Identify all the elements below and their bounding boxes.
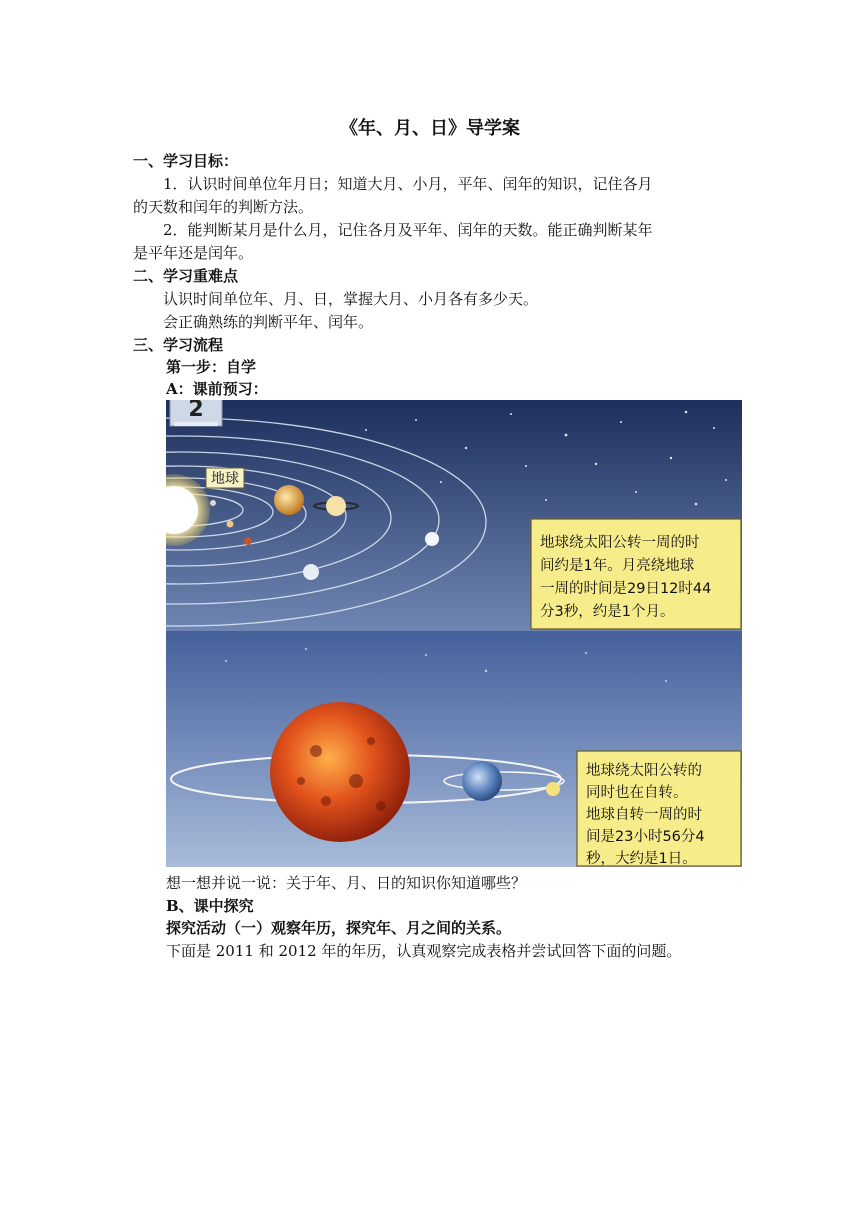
step1-heading: 第一步：自学 bbox=[166, 358, 257, 376]
focus-line1: 认识时间单位年、月、日，掌握大月、小月各有多少天。 bbox=[163, 290, 539, 308]
solar-system-illustration bbox=[166, 400, 742, 631]
think-prompt: 想一想并说一说：关于年、月、日的知识你知道哪些？ bbox=[166, 874, 527, 892]
section3-heading: 三、学习流程 bbox=[133, 336, 224, 354]
section2-heading: 二、学习重难点 bbox=[133, 267, 239, 285]
earth-label: 地球 bbox=[211, 471, 239, 487]
goal-1-line1: 1．认识时间单位年月日；知道大月、小月，平年、闰年的知识，记住各月 bbox=[163, 175, 653, 193]
earth-orbit-illustration bbox=[166, 631, 742, 867]
info-line: 地球绕太阳公转一周的时 bbox=[540, 535, 700, 551]
info-line: 分3秒，约是1个月。 bbox=[540, 604, 675, 620]
goal-1-line2: 的天数和闰年的判断方法。 bbox=[133, 198, 314, 216]
info-line: 一周的时间是29日12时44 bbox=[540, 581, 712, 597]
info-line: 秒，大约是1日。 bbox=[586, 851, 697, 867]
lesson-number-badge: 2 bbox=[188, 400, 204, 422]
part-b-heading: B、课中探究 bbox=[166, 897, 254, 915]
section1-heading: 一、学习目标： bbox=[133, 152, 239, 170]
info-line: 间是23小时56分4 bbox=[586, 829, 705, 845]
goal-2-line1: 2．能判断某月是什么月，记住各月及平年、闰年的天数。能正确判断某年 bbox=[163, 221, 653, 239]
page-title: 《年、月、日》导学案 bbox=[340, 118, 520, 139]
info-line: 地球自转一周的时 bbox=[586, 807, 702, 823]
activity-heading: 探究活动（一）观察年历，探究年、月之间的关系。 bbox=[166, 919, 512, 937]
part-a-heading: A：课前预习： bbox=[166, 380, 268, 398]
info-line: 间约是1年。月亮绕地球 bbox=[540, 558, 695, 574]
goal-2-line2: 是平年还是闰年。 bbox=[133, 244, 254, 262]
activity-instruction: 下面是 2011 和 2012 年的年历，认真观察完成表格并尝试回答下面的问题。 bbox=[166, 942, 682, 960]
focus-line2: 会正确熟练的判断平年、闰年。 bbox=[163, 313, 374, 331]
info-line: 地球绕太阳公转的 bbox=[586, 763, 702, 779]
info-line: 同时也在自转。 bbox=[586, 785, 688, 801]
